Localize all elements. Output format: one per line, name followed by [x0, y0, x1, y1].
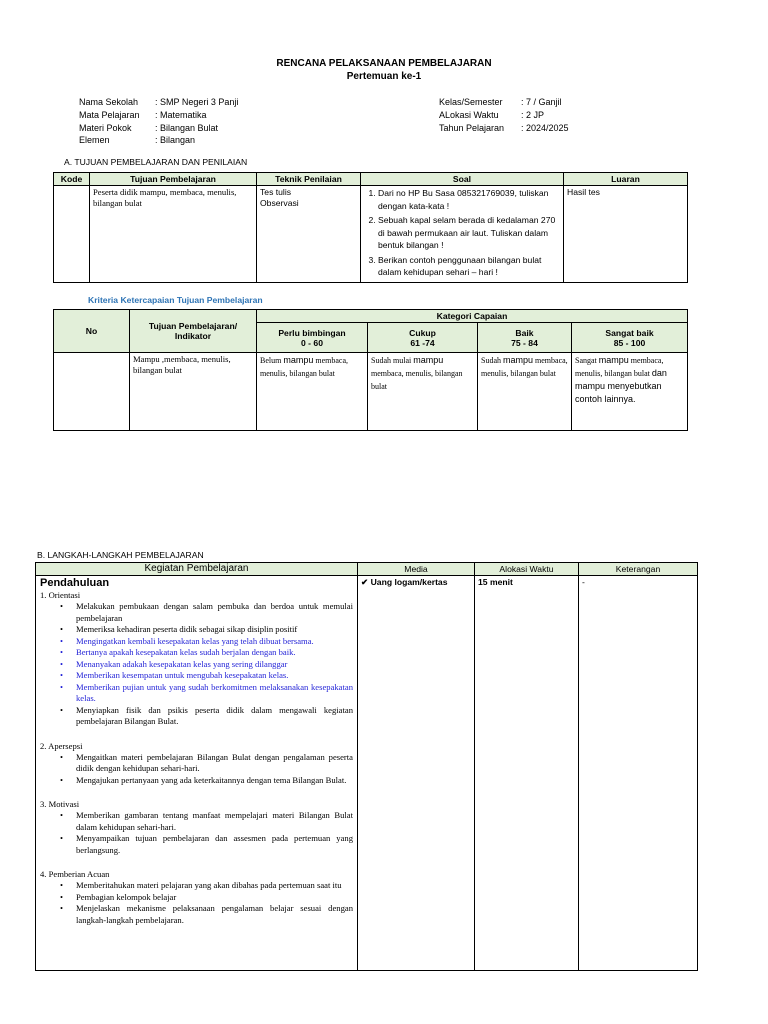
col-header-luaran: Luaran	[564, 173, 688, 186]
info-row-materi	[79, 122, 238, 135]
step-title: 4. Pemberian Acuan	[40, 869, 110, 879]
cell-text: membaca, menulis, bilangan bulat	[575, 356, 664, 379]
kriteria-title: Kriteria Ketercapaian Tujuan Pembelajaran	[88, 295, 263, 305]
document-title: RENCANA PELAKSANAAN PEMBELAJARAN	[276, 58, 492, 69]
kriteria-row	[54, 353, 688, 431]
info-value: : 7 / Ganjil	[521, 97, 562, 107]
col-header-alokasi: Alokasi Waktu	[475, 563, 579, 576]
cell-text: mampu	[503, 355, 534, 366]
cell-sangat-baik	[572, 353, 688, 431]
col-header-kegiatan: Kegiatan Pembelajaran	[36, 563, 358, 576]
table-row	[54, 186, 688, 283]
category-header	[572, 323, 688, 353]
category-range: 85 - 100	[613, 337, 646, 348]
step-apersepsi	[40, 740, 353, 787]
col-header-tujuan-indikator: Tujuan Pembelajaran/ Indikator	[130, 310, 257, 353]
steps-container	[40, 589, 353, 926]
category-name: Perlu bimbingan	[278, 327, 346, 338]
section-b-title: B. LANGKAH-LANGKAH PEMBELAJARAN	[37, 550, 204, 560]
category-header	[478, 323, 572, 353]
cell-media	[358, 576, 475, 971]
list-item: • Memberikan pujian untuk yang sudah berkomitmen melaksanakan kesepakatan kelas.	[60, 682, 353, 705]
section-a-title: A. TUJUAN PEMBELAJARAN DAN PENILAIAN	[64, 157, 248, 167]
list-item: • Memberikan gambaran tentang manfaat mempelajari materi Bilangan Bulat dalam kehidupan sehari-hari.	[60, 810, 353, 833]
cell-text: Sudah mulai	[371, 356, 414, 366]
cell-luaran: Hasil tes	[564, 186, 688, 283]
info-right	[439, 96, 569, 134]
col-header-no: No	[54, 310, 130, 353]
checkmark-icon: ✔	[361, 577, 369, 587]
document-subtitle: Pertemuan ke-1	[346, 71, 422, 82]
info-label: Elemen	[79, 135, 110, 146]
info-value: : SMP Negeri 3 Panji	[155, 97, 239, 107]
list-item: • Mengaitkan materi pembelajaran Bilangan Bulat dengan pengalaman peserta didik dengan kehidupan sehari-hari.	[60, 752, 353, 775]
list-item: • Mengingatkan kembali kesepakatan kelas yang telah dibuat bersama.	[60, 636, 353, 648]
col-header-keterangan: Keterangan	[579, 563, 698, 576]
cell-text: mampu	[413, 355, 444, 366]
cell-text: membaca, menulis, bilangan bulat	[481, 356, 568, 379]
info-row-elemen	[79, 134, 238, 147]
cell-perlu-bimbingan	[257, 353, 368, 431]
list-item: • Mengajukan pertanyaan yang ada keterkaitannya dengan tema Bilangan Bulat.	[60, 775, 353, 787]
category-name: Baik	[515, 327, 534, 338]
category-header	[368, 323, 478, 353]
list-item: • Pembagian kelompok belajar	[60, 892, 353, 904]
cell-tujuan: Peserta didik mampu, membaca, menulis, bilangan bulat	[90, 186, 257, 283]
list-item: • Memberitahukan materi pelajaran yang akan dibahas pada pertemuan saat itu	[60, 880, 353, 892]
cell-alokasi: 15 menit	[475, 576, 579, 971]
col-header-media: Media	[358, 563, 475, 576]
cell-text: Sudah	[481, 356, 503, 366]
info-row-alokasi	[439, 109, 569, 122]
col-header-kode: Kode	[54, 173, 90, 186]
category-range: 61 -74	[410, 337, 435, 348]
info-value: : Matematika	[155, 109, 207, 120]
info-left	[79, 96, 238, 147]
soal-item: 3. Berikan contoh penggunaan bilangan bulat dalam kehidupan sehari – hari !	[378, 254, 560, 279]
list-item: • Memeriksa kehadiran peserta didik sebagai sikap disiplin positif	[60, 624, 353, 636]
category-header	[257, 323, 368, 353]
col-header-tujuan: Tujuan Pembelajaran	[90, 173, 257, 186]
category-name: Sangat baik	[605, 327, 654, 338]
step-orientasi	[40, 589, 353, 728]
step-title: 1. Orientasi	[40, 590, 81, 600]
list-item: • Menjelaskan mekanisme pelaksanaan pengalaman belajar sesuai dengan langkah-langkah pembelajaran.	[60, 903, 353, 926]
list-item: • Bertanya apakah kesepakatan kelas sudah berjalan dengan baik.	[60, 647, 353, 659]
col-header-soal: Soal	[361, 173, 564, 186]
langkah-header-row	[36, 563, 698, 576]
info-row-mapel	[79, 109, 238, 122]
cell-text: dan mampu menyebutkan contoh lainnya.	[575, 368, 667, 405]
category-range: 75 - 84	[511, 337, 538, 348]
teknik-item: Observasi	[260, 197, 299, 208]
kriteria-header-row	[54, 310, 688, 323]
cell-baik	[478, 353, 572, 431]
step-title: 2. Apersepsi	[40, 740, 83, 751]
cell-teknik	[257, 186, 361, 283]
info-value: : 2 JP	[521, 109, 545, 120]
category-range: 0 - 60	[301, 337, 323, 348]
col-header-kategori: Kategori Capaian	[257, 310, 688, 323]
info-label: Materi Pokok	[79, 122, 132, 133]
cell-kode	[54, 186, 90, 283]
list-item: • Menanyakan adakah kesepakatan kelas yang sering dilanggar	[60, 659, 353, 671]
table-header-row	[54, 173, 688, 186]
cell-kegiatan	[36, 576, 358, 971]
list-item: • Menyiapkan fisik dan psikis peserta didik dalam mengawali kegiatan pembelajaran Bilangan Bulat.	[60, 705, 353, 728]
cell-text: mampu	[598, 355, 629, 366]
info-row-kelas	[439, 96, 569, 109]
list-item: • Memberikan kesempatan untuk mengubah kesepakatan kelas.	[60, 670, 353, 682]
cell-text: Belum	[260, 356, 284, 366]
step-list	[40, 880, 353, 926]
soal-item: 2. Sebuah kapal selam berada di kedalaman 270 di bawah permukaan air laut. Tuliskan dalam bentuk bilangan !	[378, 214, 560, 252]
cell-cukup	[368, 353, 478, 431]
step-motivasi	[40, 798, 353, 856]
cell-soal	[361, 186, 564, 283]
cell-no	[54, 353, 130, 431]
col-header-teknik: Teknik Penilaian	[257, 173, 361, 186]
cell-text: mampu	[283, 355, 314, 366]
cell-text: membaca, menulis, bilangan bulat	[371, 369, 463, 392]
list-item: • Menyampaikan tujuan pembelajaran dan assesmen pada pertemuan yang berlangsung.	[60, 833, 353, 856]
soal-list	[364, 187, 560, 279]
step-list	[40, 601, 353, 728]
info-value: : Bilangan	[155, 135, 196, 146]
cell-keterangan: -	[579, 576, 698, 971]
tujuan-table	[53, 172, 688, 283]
info-label: ALokasi Waktu	[439, 109, 499, 120]
step-list	[40, 752, 353, 787]
langkah-table	[35, 562, 698, 971]
info-label: Tahun Pelajaran	[439, 122, 505, 133]
media-text: Uang logam/kertas	[370, 577, 448, 587]
step-title: 3. Motivasi	[40, 799, 80, 809]
cell-text: Sangat	[575, 356, 599, 366]
info-label: Nama Sekolah	[79, 97, 139, 107]
langkah-row	[36, 576, 698, 971]
soal-item: 1. Dari no HP Bu Sasa 085321769039, tuliskan dengan kata-kata !	[378, 187, 560, 212]
info-label: Kelas/Semester	[439, 97, 503, 107]
category-name: Cukup	[409, 327, 436, 338]
phase-title: Pendahuluan	[40, 577, 110, 589]
info-value: : 2024/2025	[521, 122, 569, 133]
cell-text: membaca, menulis, bilangan bulat	[260, 356, 349, 379]
info-label: Mata Pelajaran	[79, 109, 140, 120]
info-row-tahun	[439, 122, 569, 135]
cell-tujuan-indikator: Mampu ,membaca, menulis, bilangan bulat	[130, 353, 257, 431]
kriteria-table	[53, 309, 688, 431]
step-pemberian-acuan	[40, 868, 353, 926]
info-value: : Bilangan Bulat	[155, 122, 219, 133]
list-item: • Melakukan pembukaan dengan salam pembuka dan berdoa untuk memulai pembelajaran	[60, 601, 353, 624]
info-row-sekolah	[79, 96, 238, 109]
teknik-item: Tes tulis	[260, 187, 292, 198]
step-list	[40, 810, 353, 856]
